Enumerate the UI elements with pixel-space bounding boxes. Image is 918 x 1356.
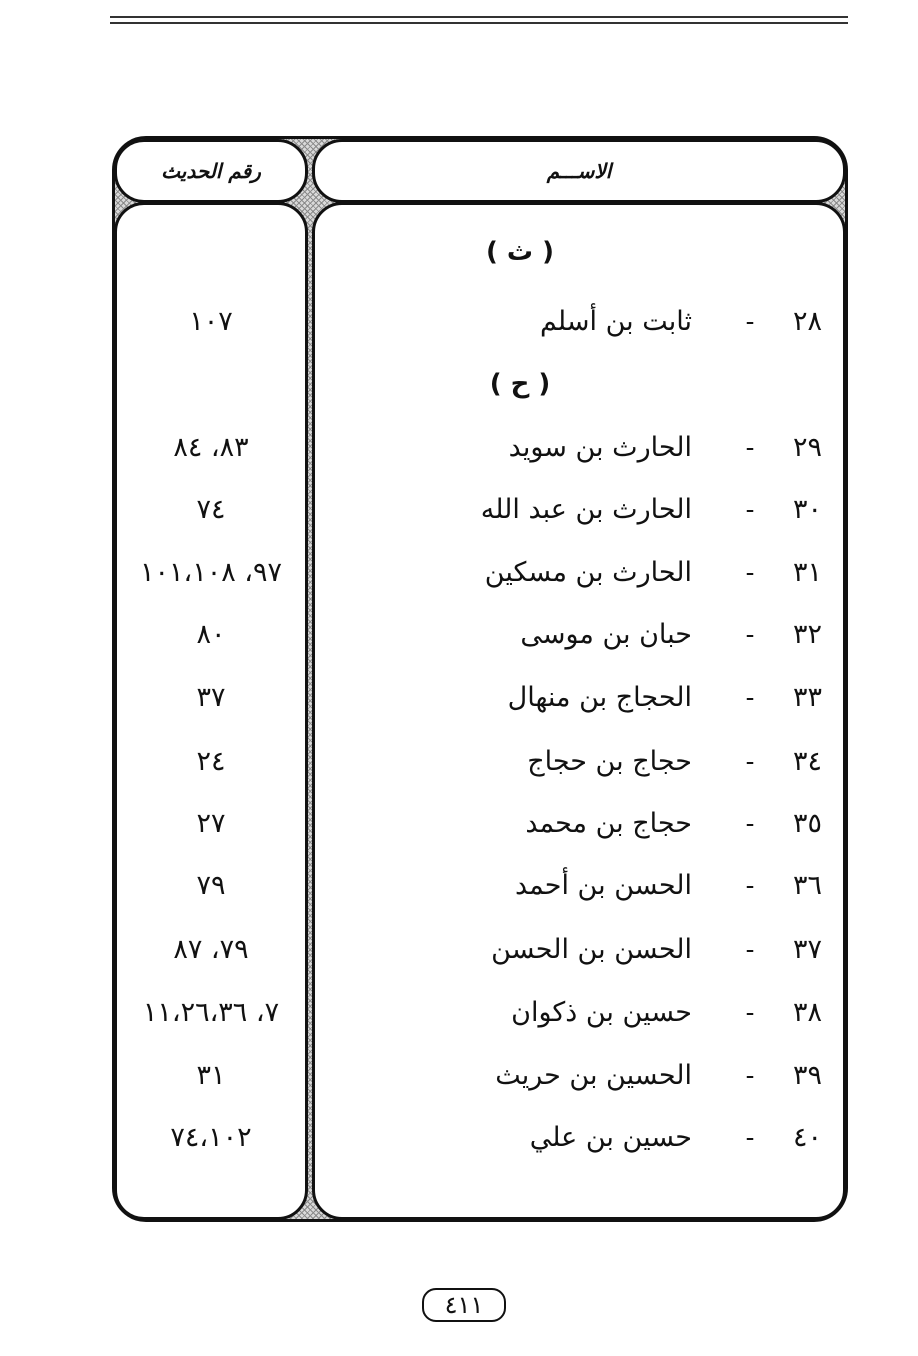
entry-number: ٣٥: [792, 808, 822, 839]
entry-refs: ٢٧: [196, 808, 226, 839]
entry-dash: -: [745, 558, 755, 588]
entry-refs: ٧٩، ٨٧: [173, 934, 249, 965]
entry-dash: -: [745, 495, 755, 525]
entry-refs: ٣٧: [196, 682, 226, 713]
ref-header-label: رقم الحديث: [161, 159, 261, 183]
entry-refs: ٨٠: [196, 619, 226, 650]
entry-refs: ٧، ١١،٢٦،٣٦: [142, 997, 280, 1028]
table-row: [0, 742, 918, 782]
table-row: [0, 615, 918, 655]
table-row: [0, 678, 918, 718]
entry-dash: -: [745, 433, 755, 463]
entry-refs: ٧٩: [196, 870, 226, 901]
entry-name: ثابت بن أسلم: [539, 306, 692, 337]
entry-number: ٣٢: [792, 619, 822, 650]
entry-dash: -: [745, 935, 755, 965]
section-letter: ( ح ): [489, 369, 551, 399]
table-row: [0, 553, 918, 593]
entry-number: ٢٨: [792, 306, 822, 337]
entry-dash: -: [745, 1061, 755, 1091]
table-row: [0, 930, 918, 970]
entry-number: ٣٩: [792, 1060, 822, 1091]
ref-column-header: [114, 139, 308, 203]
entry-name: الحسن بن الحسن: [491, 934, 692, 965]
top-rule: [110, 22, 848, 24]
entry-refs: ٧٤: [196, 494, 226, 525]
entry-number: ٣٧: [792, 934, 822, 965]
entry-number: ٣٨: [792, 997, 822, 1028]
entry-dash: -: [745, 998, 755, 1028]
entry-number: ٣٦: [792, 870, 822, 901]
table-row: [0, 804, 918, 844]
entry-dash: -: [745, 683, 755, 713]
entry-dash: -: [745, 1123, 755, 1153]
section-letter: ( ث ): [486, 237, 554, 267]
entry-name: الحجاج بن منهال: [507, 682, 692, 713]
entry-dash: -: [745, 620, 755, 650]
entry-name: حسين بن علي: [529, 1122, 692, 1153]
table-row: [0, 866, 918, 906]
entry-name: الحسن بن أحمد: [514, 870, 692, 901]
entry-refs: ٢٤: [196, 746, 226, 777]
table-row: [0, 1056, 918, 1096]
table-row: [0, 490, 918, 530]
name-header-label: الاســـم: [546, 159, 612, 183]
entry-name: حبان بن موسى: [520, 619, 692, 650]
entry-refs: ١٠٧: [189, 306, 233, 337]
entry-refs: ٩٧، ١٠١،١٠٨: [139, 557, 283, 588]
entry-number: ٣١: [792, 557, 822, 588]
entry-dash: -: [745, 871, 755, 901]
table-row: [0, 993, 918, 1033]
entry-name: حجاج بن حجاج: [527, 746, 692, 777]
table-row: [0, 302, 918, 342]
table-row: [0, 428, 918, 468]
entry-number: ٣٤: [792, 746, 822, 777]
entry-dash: -: [745, 307, 755, 337]
entry-refs: ٧٤،١٠٢: [170, 1122, 252, 1153]
entry-number: ٢٩: [792, 432, 822, 463]
entry-name: حجاج بن محمد: [525, 808, 692, 839]
entry-name: الحارث بن سويد: [508, 432, 692, 463]
entry-name: الحارث بن عبد الله: [480, 494, 692, 525]
entry-name: حسين بن ذكوان: [511, 997, 692, 1028]
entry-number: ٣٣: [792, 682, 822, 713]
entry-dash: -: [745, 747, 755, 777]
table-row: [0, 1118, 918, 1158]
entry-dash: -: [745, 809, 755, 839]
page-number: ٤١١: [422, 1288, 506, 1322]
entry-name: الحارث بن مسكين: [484, 557, 692, 588]
entry-number: ٣٠: [792, 494, 822, 525]
entry-number: ٤٠: [792, 1122, 822, 1153]
name-column-header: [312, 139, 846, 203]
entry-refs: ٨٣، ٨٤: [173, 432, 249, 463]
entry-name: الحسين بن حريث: [495, 1060, 692, 1091]
top-rule: [110, 16, 848, 18]
entry-refs: ٣١: [196, 1060, 226, 1091]
